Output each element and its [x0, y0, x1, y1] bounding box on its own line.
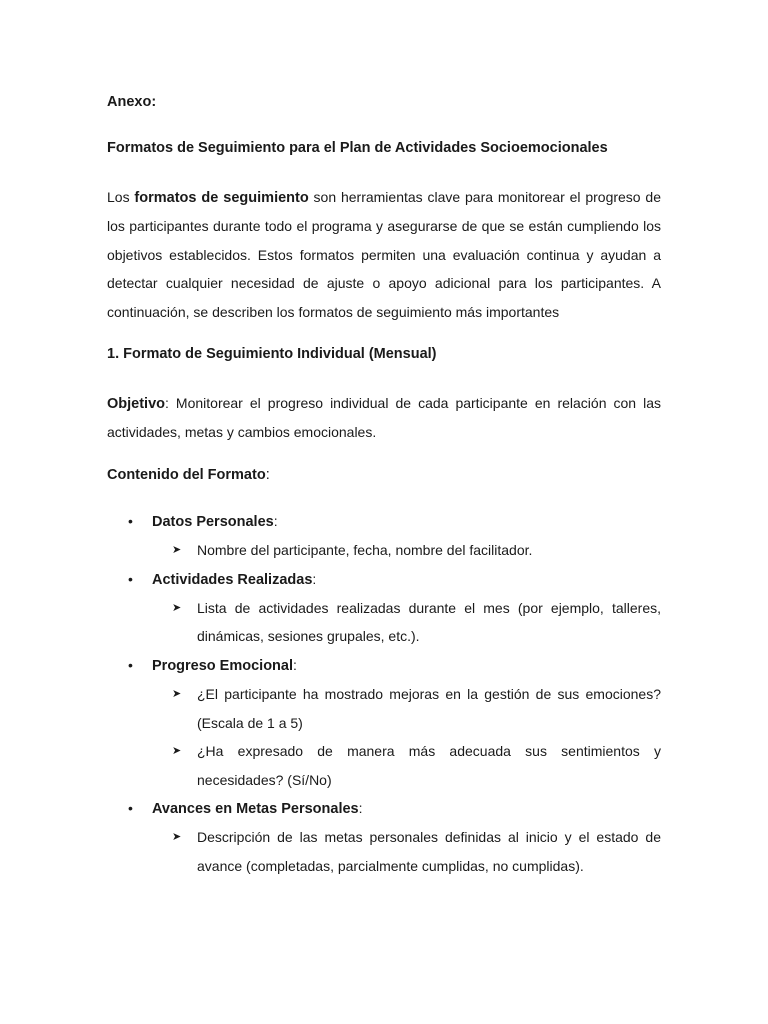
list-item — [107, 565, 661, 651]
arrow-bullet-icon: ➤ — [172, 544, 182, 557]
sub-list-item — [152, 737, 661, 794]
bullet-label: Datos Personales — [152, 513, 274, 530]
arrow-bullet-icon: ➤ — [172, 745, 182, 758]
sub-list — [152, 680, 661, 794]
list-item — [107, 651, 661, 794]
content-list — [107, 507, 661, 880]
bullet-colon: : — [273, 512, 278, 529]
intro-bold-term: formatos de seguimiento — [134, 190, 309, 206]
sub-item-text: Nombre del participante, fecha, nombre del facilitador. — [197, 542, 533, 559]
objective-text: : Monitorear el progreso individual de cada participante en relación con las actividades, metas y cambios emocionales. — [107, 395, 661, 441]
bullet-dot-icon: • — [128, 799, 133, 816]
document-title: Formatos de Seguimiento para el Plan de Actividades Socioemocionales — [107, 140, 608, 156]
sub-list-item — [152, 823, 661, 880]
bullet-colon: : — [293, 656, 297, 673]
intro-text-rest: son herramientas clave para monitorear el progreso de los participantes durante todo el programa y asegurarse de que se están cumpliendo los objetivos establecidos. Estos formatos permiten una evaluación continua y ayudan a detectar cualquier necesidad de ajuste o apoyo adicional para los participantes. A continuación, se describen los formatos de seguimiento más importantes — [107, 189, 661, 320]
sub-list — [152, 823, 661, 880]
objective-label: Objetivo — [107, 396, 166, 413]
section-heading: 1. Formato de Seguimiento Individual (Mensual) — [107, 346, 437, 363]
arrow-bullet-icon: ➤ — [172, 831, 182, 844]
sub-item-text: Lista de actividades realizadas durante el mes (por ejemplo, talleres, dinámicas, sesiones grupales, etc.). — [197, 600, 661, 645]
arrow-bullet-icon: ➤ — [172, 688, 182, 701]
sub-item-text: Descripción de las metas personales definidas al inicio y el estado de avance (completadas, parcialmente cumplidas, no cumplidas). — [197, 829, 661, 874]
sub-list — [152, 594, 661, 651]
list-item — [107, 794, 661, 880]
sub-item-text: ¿El participante ha mostrado mejoras en la gestión de sus emociones? (Escala de 1 a 5) — [197, 686, 661, 731]
bullet-colon: : — [358, 799, 363, 816]
bullet-dot-icon: • — [128, 512, 133, 529]
bullet-label: Avances en Metas Personales — [152, 800, 359, 817]
sub-list — [152, 536, 661, 564]
sub-item-text: ¿Ha expresado de manera más adecuada sus sentimientos y necesidades? (Sí/No) — [197, 743, 661, 788]
annex-label: Anexo: — [107, 94, 157, 110]
bullet-colon: : — [312, 570, 317, 587]
arrow-bullet-icon: ➤ — [172, 602, 182, 615]
sub-list-item — [152, 594, 661, 651]
content-label-text: Contenido del Formato — [107, 466, 266, 483]
bullet-dot-icon: • — [128, 570, 133, 587]
list-item — [107, 507, 661, 565]
sub-list-item — [152, 536, 661, 564]
intro-text-start: Los — [107, 189, 135, 205]
objective-paragraph — [107, 389, 661, 447]
content-label — [107, 465, 661, 485]
bullet-label: Progreso Emocional — [152, 657, 294, 674]
bullet-label: Actividades Realizadas — [152, 571, 313, 588]
sub-list-item — [152, 680, 661, 737]
bullet-dot-icon: • — [128, 656, 133, 673]
intro-paragraph — [107, 183, 661, 326]
content-label-colon: : — [265, 466, 270, 483]
